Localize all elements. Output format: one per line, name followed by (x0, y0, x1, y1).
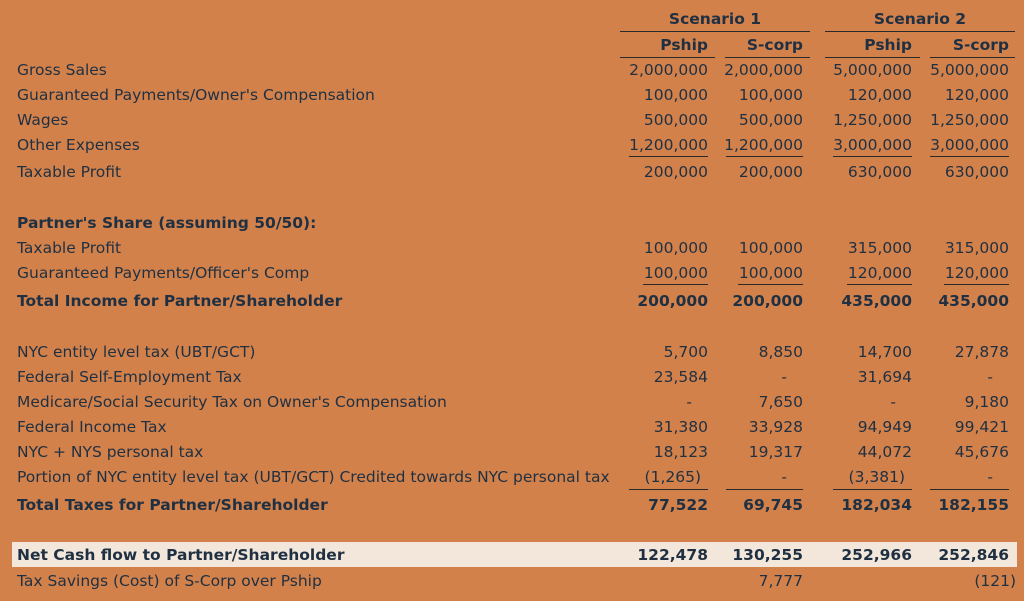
row-gross-sales-value: 5,000,000 (833, 61, 912, 79)
row-total-taxes-value: 77,522 (648, 496, 708, 514)
col-header-pship-2: Pship (864, 36, 912, 54)
row-net-cash-flow-value: 252,846 (938, 546, 1009, 564)
underline (726, 489, 803, 490)
row-total-income-value: 435,000 (841, 292, 912, 310)
row-nyc-entity-tax-value: 27,878 (954, 343, 1009, 361)
row-personal-tax-value: 18,123 (653, 443, 708, 461)
row-personal-tax-label: NYC + NYS personal tax (17, 443, 204, 461)
col-rule-1 (620, 57, 715, 58)
col-rule-2 (725, 57, 810, 58)
row-self-employment-tax-value: 31,694 (857, 368, 912, 386)
row-self-employment-tax-label: Federal Self-Employment Tax (17, 368, 242, 386)
row-nyc-entity-tax-value: 5,700 (663, 343, 708, 361)
row-federal-income-tax-value: 94,949 (857, 418, 912, 436)
row-personal-tax-value: 45,676 (954, 443, 1009, 461)
row-gross-sales-value: 2,000,000 (629, 61, 708, 79)
row-personal-tax-value: 44,072 (857, 443, 912, 461)
row-total-taxes-label: Total Taxes for Partner/Shareholder (17, 496, 328, 514)
row-credit-value: - (987, 468, 993, 486)
row-total-taxes-value: 182,034 (841, 496, 912, 514)
row-taxable-profit-value: 200,000 (738, 163, 803, 181)
underline (930, 489, 1009, 490)
row-total-income-label: Total Income for Partner/Shareholder (17, 292, 343, 310)
row-total-taxes-value: 69,745 (743, 496, 803, 514)
row-total-income-value: 435,000 (938, 292, 1009, 310)
row-officer-comp-label: Guaranteed Payments/Officer's Comp (17, 264, 310, 282)
row-tax-savings-value: 7,777 (758, 572, 803, 590)
underline (629, 489, 708, 490)
row-net-cash-flow-value: 252,966 (841, 546, 912, 564)
row-credit-value: - (781, 468, 787, 486)
row-self-employment-tax-value: - (781, 368, 787, 386)
row-medicare-tax-value: 7,650 (758, 393, 803, 411)
row-nyc-entity-tax-label: NYC entity level tax (UBT/GCT) (17, 343, 256, 361)
row-federal-income-tax-value: 31,380 (653, 418, 708, 436)
underline (643, 284, 708, 285)
row-guaranteed-payments-label: Guaranteed Payments/Owner's Compensation (17, 86, 375, 104)
row-other-expenses-label: Other Expenses (17, 136, 140, 154)
row-gross-sales-value: 2,000,000 (724, 61, 803, 79)
row-federal-income-tax-value: 99,421 (954, 418, 1009, 436)
scenario-1-rule (620, 31, 810, 32)
row-other-expenses-value: 3,000,000 (833, 136, 912, 154)
row-officer-comp-value: 120,000 (944, 264, 1009, 282)
row-guaranteed-payments-value: 100,000 (643, 86, 708, 104)
row-total-income-value: 200,000 (637, 292, 708, 310)
row-wages-value: 500,000 (738, 111, 803, 129)
row-self-employment-tax-value: - (987, 368, 993, 386)
row-officer-comp-value: 100,000 (738, 264, 803, 282)
row-net-cash-flow-label: Net Cash flow to Partner/Shareholder (17, 546, 345, 564)
row-other-expenses-value: 1,200,000 (724, 136, 803, 154)
row-nyc-entity-tax-value: 8,850 (758, 343, 803, 361)
row-share-taxable-profit-value: 100,000 (643, 239, 708, 257)
row-nyc-entity-tax-value: 14,700 (857, 343, 912, 361)
row-share-taxable-profit-value: 315,000 (944, 239, 1009, 257)
row-credit-label: Portion of NYC entity level tax (UBT/GCT) Credited towards NYC personal tax (17, 468, 610, 486)
row-federal-income-tax-label: Federal Income Tax (17, 418, 167, 436)
col-header-pship-1: Pship (660, 36, 708, 54)
scenario-1-header: Scenario 1 (668, 10, 762, 28)
row-gross-sales-value: 5,000,000 (930, 61, 1009, 79)
partners-share-heading: Partner's Share (assuming 50/50): (17, 214, 317, 232)
row-officer-comp-value: 120,000 (847, 264, 912, 282)
underline (847, 284, 912, 285)
row-wages-value: 500,000 (643, 111, 708, 129)
row-taxable-profit-value: 630,000 (847, 163, 912, 181)
underline (930, 156, 1009, 157)
row-self-employment-tax-value: 23,584 (653, 368, 708, 386)
row-credit-value: (1,265) (644, 468, 701, 486)
row-medicare-tax-label: Medicare/Social Security Tax on Owner's Compensation (17, 393, 447, 411)
row-guaranteed-payments-value: 120,000 (944, 86, 1009, 104)
row-taxable-profit-value: 200,000 (643, 163, 708, 181)
underline (738, 284, 803, 285)
row-credit-value: (3,381) (848, 468, 905, 486)
row-total-taxes-value: 182,155 (938, 496, 1009, 514)
col-header-scorp-1: S-corp (746, 36, 803, 54)
row-wages-value: 1,250,000 (930, 111, 1009, 129)
underline (833, 489, 912, 490)
col-rule-3 (825, 57, 920, 58)
row-share-taxable-profit-value: 100,000 (738, 239, 803, 257)
scenario-2-header: Scenario 2 (873, 10, 967, 28)
row-wages-value: 1,250,000 (833, 111, 912, 129)
row-tax-savings-value: (121) (974, 572, 1016, 590)
row-personal-tax-value: 19,317 (748, 443, 803, 461)
row-other-expenses-value: 3,000,000 (930, 136, 1009, 154)
row-gross-sales-label: Gross Sales (17, 61, 107, 79)
row-guaranteed-payments-value: 120,000 (847, 86, 912, 104)
row-taxable-profit-label: Taxable Profit (17, 163, 122, 181)
row-other-expenses-value: 1,200,000 (629, 136, 708, 154)
underline (833, 156, 912, 157)
row-officer-comp-value: 100,000 (643, 264, 708, 282)
row-federal-income-tax-value: 33,928 (748, 418, 803, 436)
row-total-income-value: 200,000 (732, 292, 803, 310)
row-net-cash-flow-value: 130,255 (732, 546, 803, 564)
row-taxable-profit-value: 630,000 (944, 163, 1009, 181)
col-header-scorp-2: S-corp (952, 36, 1009, 54)
row-wages-label: Wages (17, 111, 69, 129)
underline (944, 284, 1009, 285)
row-share-taxable-profit-label: Taxable Profit (17, 239, 122, 257)
row-share-taxable-profit-value: 315,000 (847, 239, 912, 257)
underline (629, 156, 708, 157)
row-net-cash-flow-value: 122,478 (637, 546, 708, 564)
row-medicare-tax-value: - (686, 393, 692, 411)
row-medicare-tax-value: 9,180 (964, 393, 1009, 411)
underline (726, 156, 803, 157)
row-medicare-tax-value: - (890, 393, 896, 411)
col-rule-4 (930, 57, 1015, 58)
row-tax-savings-label: Tax Savings (Cost) of S-Corp over Pship (17, 572, 322, 590)
scenario-2-rule (825, 31, 1015, 32)
row-guaranteed-payments-value: 100,000 (738, 86, 803, 104)
